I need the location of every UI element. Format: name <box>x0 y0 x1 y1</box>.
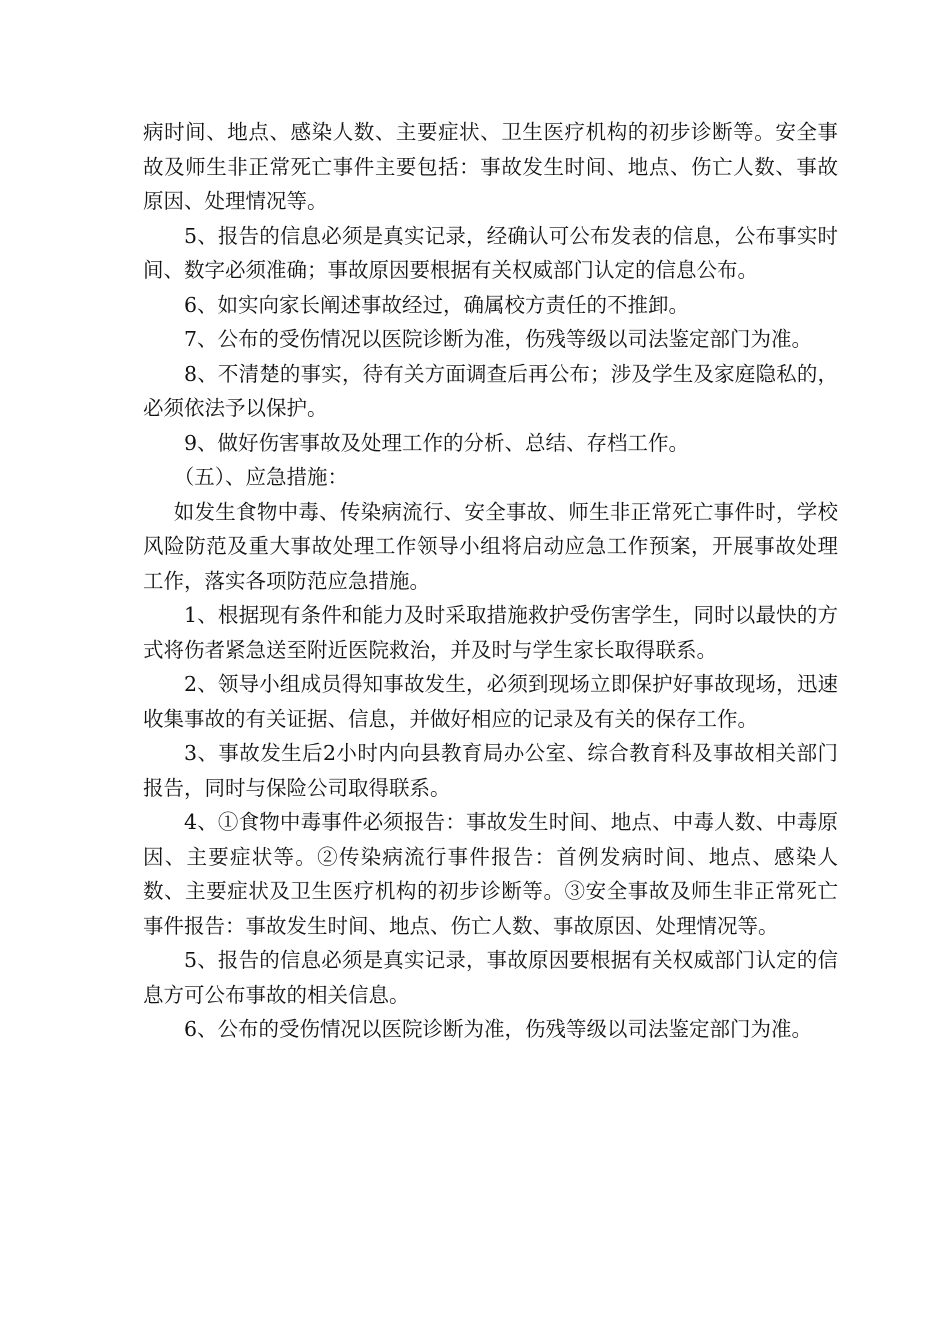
paragraph-measure-2: 2、领导小组成员得知事故发生，必须到现场立即保护好事故现场，迅速收集事故的有关证据、信息，并做好相应的记录及有关的保存工作。 <box>143 672 838 731</box>
paragraph-item-5: 5、报告的信息必须是真实记录，经确认可公布发表的信息，公布事实时间、数字必须准确；事故原因要根据有关权威部门认定的信息公布。 <box>143 223 838 282</box>
paragraph-measure-6: 6、公布的受伤情况以医院诊断为准，伤残等级以司法鉴定部门为准。 <box>184 1017 813 1041</box>
paragraph-item-7: 7、公布的受伤情况以医院诊断为准，伤残等级以司法鉴定部门为准。 <box>184 327 813 351</box>
paragraph-item-9: 9、做好伤害事故及处理工作的分析、总结、存档工作。 <box>184 430 690 455</box>
paragraph-measure-4: 4、①食物中毒事件必须报告：事故发生时间、地点、中毒人数、中毒原因、主要症状等。②传染病流行事件报告：首例发病时间、地点、感染人数、主要症状及卫生医疗机构的初步诊断等。③安全事故及师生非正常死亡事件报告：事故发生时间、地点、伤亡人数、事故原因、处理情况等。 <box>143 810 838 938</box>
section-heading-emergency-measures: （五）、应急措施： <box>173 465 348 489</box>
paragraph-measure-5: 5、报告的信息必须是真实记录，事故原因要根据有关权威部门认定的信息方可公布事故的相关信息。 <box>143 948 838 1007</box>
paragraph-continued: 病时间、地点、感染人数、主要症状、卫生医疗机构的初步诊断等。安全事故及师生非正常死亡事件主要包括：事故发生时间、地点、伤亡人数、事故原因、处理情况等。 <box>143 120 838 213</box>
paragraph-measure-1: 1、根据现有条件和能力及时采取措施救护受伤害学生，同时以最快的方式将伤者紧急送至附近医院救治，并及时与学生家长取得联系。 <box>143 603 838 662</box>
document-body <box>143 115 838 1047</box>
paragraph-measure-3: 3、事故发生后2小时内向县教育局办公室、综合教育科及事故相关部门报告，同时与保险公司取得联系。 <box>143 741 838 800</box>
paragraph-item-6: 6、如实向家长阐述事故经过，确属校方责任的不推卸。 <box>184 292 690 317</box>
paragraph-emergency-intro: 如发生食物中毒、传染病流行、安全事故、师生非正常死亡事件时，学校风险防范及重大事故处理工作领导小组将启动应急工作预案，开展事故处理工作，落实各项防范应急措施。 <box>143 499 838 593</box>
paragraph-item-8: 8、不清楚的事实，待有关方面调查后再公布；涉及学生及家庭隐私的，必须依法予以保护。 <box>143 361 838 420</box>
